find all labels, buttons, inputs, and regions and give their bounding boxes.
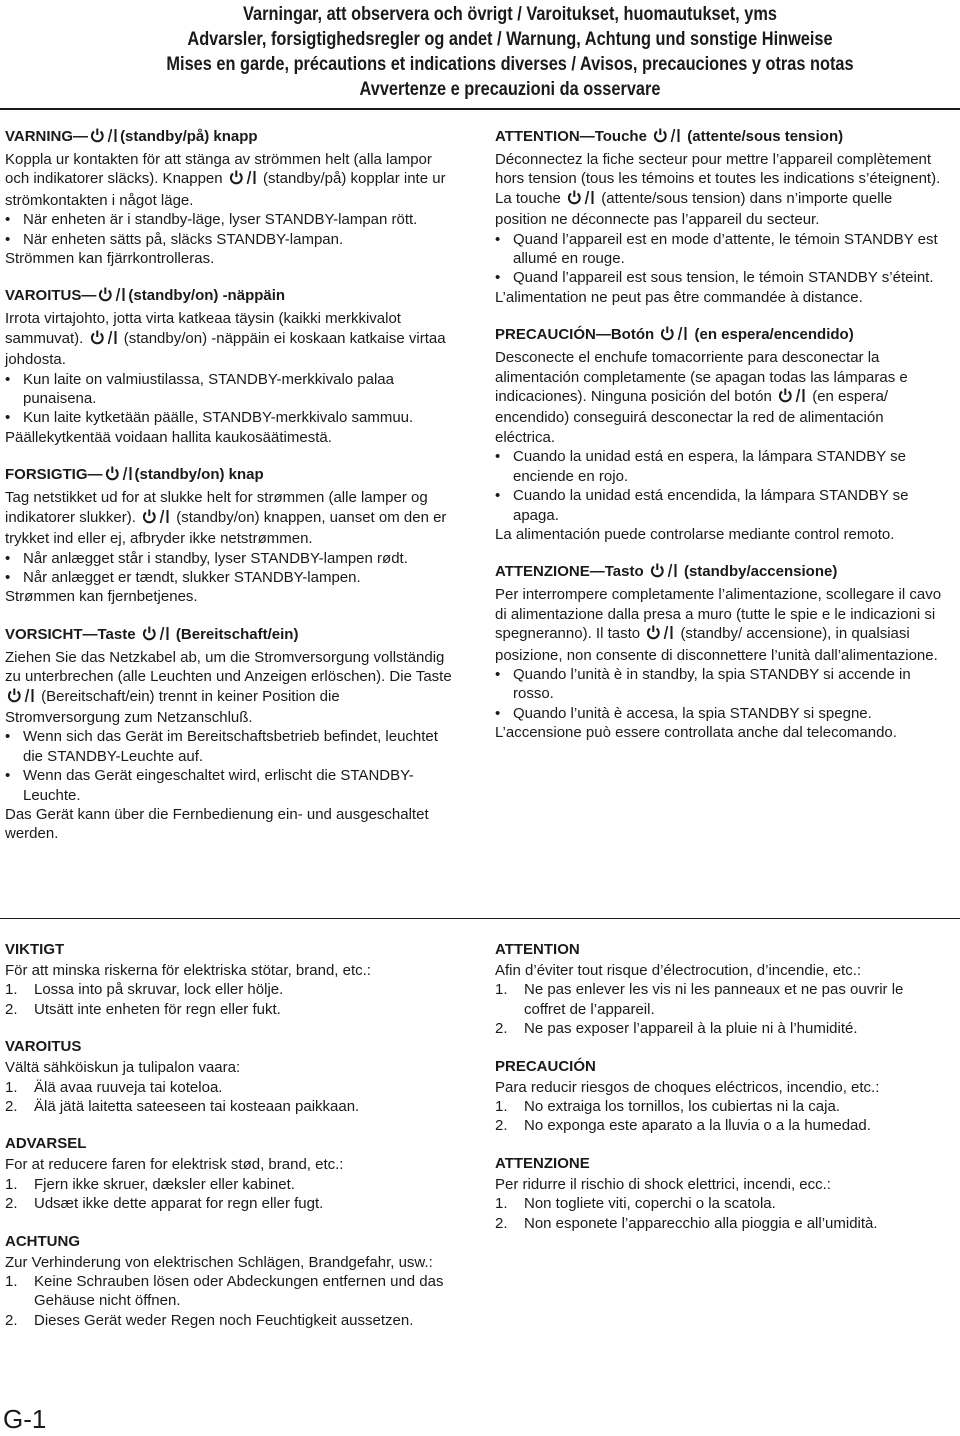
- warning-section-spanish: [495, 325, 947, 544]
- section-paragraph: Tag netstikket ud for at slukke helt for strømmen (alle lamper og indikatorer slukker). (standby/on) knappen, uanset om den er trykket ind eller ej, afbryder ikke netstrømmen.: [5, 489, 447, 548]
- section-heading: FORSIGTIG— (standby/on) knap: [5, 465, 457, 487]
- safety-column-left: [5, 940, 457, 1348]
- section-heading: ACHTUNG: [5, 1232, 80, 1250]
- header-line: Avvertenze e precauzioni da osservare: [359, 79, 661, 100]
- standby-power-icon: [90, 128, 118, 149]
- bullet-item: • Quando l’unità è in standby, la spia STANDBY si accende in rosso.: [495, 665, 947, 704]
- safety-column-right: [495, 940, 947, 1251]
- list-item: 1. Lossa into på skruvar, lock eller hölje.: [5, 981, 284, 999]
- section-intro: Afin d’éviter tout risque d’électrocution, d’incendie, etc.:: [495, 962, 862, 979]
- safety-section-finnish: [5, 1037, 457, 1116]
- standby-power-icon: [90, 330, 118, 350]
- safety-section-french: [495, 940, 947, 1039]
- standby-power-icon: [105, 466, 133, 487]
- section-heading: PRECAUCIÓN—Botón (en espera/encendido): [495, 325, 947, 347]
- safety-section-swedish: [5, 940, 457, 1019]
- section-paragraph: Ziehen Sie das Netzkabel ab, um die Stromversorgung vollständig zu unterbrechen (alle Leuchten und Anzeigen erlöschen). Die Taste (Bereitschaft/ein) trennt in keiner Position die Stromversorgung zum Netzanschluß.: [5, 648, 452, 726]
- numbered-list: [495, 1097, 947, 1136]
- section-intro: För att minska riskerna för elektriska stötar, brand, etc.:: [5, 962, 371, 979]
- bullet-item: • Kun laite kytketään päälle, STANDBY-merkkivalo sammuu.: [5, 408, 457, 427]
- list-item: 1. Ne pas enlever les vis ni les panneaux et ne pas ouvrir le coffret de l’appareil.: [495, 981, 904, 1018]
- standby-power-icon: [660, 326, 688, 347]
- warnings-column-left: [5, 127, 457, 862]
- bullet-item: • Kun laite on valmiustilassa, STANDBY-merkkivalo palaa punaisena.: [5, 370, 457, 409]
- section-paragraph: Déconnectez la fiche secteur pour mettre l’appareil complètement hors tension (tous les témoins et toutes les indications s’éteignent). La touche (attente/sous tension) dans n’importe quelle position ne déconnecte pas l’appareil du secteur.: [495, 151, 941, 229]
- bullet-item: • Når anlægget står i standby, lyser STANDBY-lampen rødt.: [5, 549, 457, 568]
- bullet-list: [495, 447, 947, 525]
- list-item: 1. Fjern ikke skruer, dæksler eller kabinet.: [5, 1175, 295, 1193]
- list-item: 2. Udsæt ikke dette apparat for regn eller fugt.: [5, 1195, 324, 1213]
- safety-section-italian: [495, 1154, 947, 1233]
- standby-power-icon: [567, 190, 595, 210]
- bullet-item: • Når anlægget er tændt, slukker STANDBY-lampen.: [5, 568, 457, 587]
- list-item: 1. No extraiga los tornillos, los cubiertas ni la caja.: [495, 1098, 840, 1116]
- list-item: 2. Utsätt inte enheten för regn eller fukt.: [5, 1000, 281, 1018]
- section-note: Das Gerät kann über die Fernbedienung ein- und ausgeschaltet werden.: [5, 805, 429, 843]
- list-item: 2. No exponga este aparato a la lluvia o a la humedad.: [495, 1117, 871, 1135]
- bullet-list: [495, 665, 947, 723]
- section-note: Strömmen kan fjärrkontrolleras.: [5, 250, 215, 268]
- list-item: 1. Non togliete viti, coperchi o la scatola.: [495, 1195, 776, 1213]
- standby-power-icon: [778, 388, 806, 408]
- section-intro: For at reducere faren for elektrisk stød, brand, etc.:: [5, 1156, 344, 1174]
- section-paragraph: Desconecte el enchufe tomacorriente para desconectar la alimentación completamente (se apagan todas las lámparas e indicaciones). Ninguna posición del botón (en espera/ encendido) conseguirá desconectar la red de alimentación eléctrica.: [495, 349, 908, 446]
- section-heading: VORSICHT—Taste (Bereitschaft/ein): [5, 625, 457, 647]
- section-paragraph: Irrota virtajohto, jotta virta katkeaa täysin (kaikki merkkivalot sammuvat). (standby/on) -näppäin ei koskaan katkaise virtaa johdosta.: [5, 310, 446, 369]
- section-note: L’alimentation ne peut pas être commandée à distance.: [495, 288, 863, 306]
- section-heading: VAROITUS— (standby/on) -näppäin: [5, 286, 457, 308]
- page-header: [0, 2, 960, 102]
- bullet-item: • Wenn das Gerät eingeschaltet wird, erlischt die STANDBY-Leuchte.: [5, 766, 457, 805]
- section-heading: VIKTIGT: [5, 941, 65, 958]
- bullet-list: [5, 549, 457, 588]
- warnings-column-right: [495, 127, 947, 761]
- safety-section-spanish: [495, 1057, 947, 1136]
- section-paragraph: Per interrompere completamente l’alimentazione, scollegare il cavo di alimentazione dalla presa a muro (tutte le spie e le indicazioni si spegneranno). Il tasto (standby/ accensione), in qualsiasi posizione, non consente di disconnettere l’unità dall’alimentazione.: [495, 586, 942, 664]
- section-heading: ATTENTION: [495, 941, 580, 958]
- numbered-list: [5, 1272, 457, 1330]
- numbered-list: [5, 980, 457, 1019]
- section-heading: ATTENTION—Touche (attente/sous tension): [495, 127, 947, 149]
- standby-power-icon: [142, 626, 170, 647]
- page-number: G-1: [3, 1404, 47, 1434]
- warning-section-german: [5, 625, 457, 844]
- bullet-list: [5, 727, 457, 805]
- bullet-item: • Quand l’appareil est en mode d’attente, le témoin STANDBY est allumé en rouge.: [495, 230, 947, 269]
- standby-power-icon: [229, 170, 257, 190]
- section-heading: VARNING— (standby/på) knapp: [5, 127, 457, 149]
- bullet-item: • När enheten sätts på, släcks STANDBY-lampan.: [5, 230, 457, 249]
- numbered-list: [5, 1175, 457, 1214]
- list-item: 2. Dieses Gerät weder Regen noch Feuchtigkeit aussetzen.: [5, 1311, 414, 1329]
- warning-section-swedish: [5, 127, 457, 268]
- section-intro: Para reducir riesgos de choques eléctricos, incendio, etc.:: [495, 1078, 880, 1096]
- bullet-item: • Quand l’appareil est sous tension, le témoin STANDBY s’éteint.: [495, 268, 947, 287]
- warning-section-french: [495, 127, 947, 307]
- bullet-item: • Cuando la unidad está encendida, la lámpara STANDBY se apaga.: [495, 486, 947, 525]
- bullet-item: • När enheten är i standby-läge, lyser STANDBY-lampan rött.: [5, 210, 457, 229]
- header-divider: [0, 108, 960, 110]
- bullet-item: • Cuando la unidad está en espera, la lámpara STANDBY se enciende en rojo.: [495, 447, 947, 486]
- list-item: 2. Älä jätä laitetta sateeseen tai kosteaan paikkaan.: [5, 1098, 360, 1116]
- standby-power-icon: [7, 688, 35, 708]
- bullet-list: [5, 370, 457, 428]
- header-line: Advarsler, forsigtighedsregler og andet / Warnung, Achtung und sonstige Hinweise: [187, 29, 833, 50]
- section-paragraph: Koppla ur kontakten för att stänga av strömmen helt (alla lampor och indikatorer släcks). Knappen (standby/på) kopplar inte ur strömkontakten i något läge.: [5, 151, 446, 209]
- numbered-list: [5, 1078, 457, 1117]
- warning-section-danish: [5, 465, 457, 606]
- section-note: La alimentación puede controlarse mediante control remoto.: [495, 525, 895, 543]
- section-heading: PRECAUCIÓN: [495, 1057, 596, 1075]
- list-item: 2. Non esponete l’apparecchio alla pioggia e all’umidità.: [495, 1214, 878, 1232]
- warning-section-finnish: [5, 286, 457, 447]
- list-item: 1. Keine Schrauben lösen oder Abdeckungen entfernen und das Gehäuse nicht öffnen.: [5, 1273, 444, 1310]
- numbered-list: [495, 1194, 947, 1233]
- bullet-list: [5, 210, 457, 249]
- standby-power-icon: [653, 128, 681, 149]
- section-heading: VAROITUS: [5, 1038, 82, 1056]
- list-item: 1. Älä avaa ruuveja tai koteloa.: [5, 1078, 223, 1096]
- standby-power-icon: [142, 509, 170, 529]
- section-intro: Vältä sähköiskun ja tulipalon vaara:: [5, 1059, 241, 1077]
- header-line: Varningar, att observera och övrigt / Varoitukset, huomautukset, yms: [243, 4, 777, 25]
- section-note: L’accensione può essere controllata anche dal telecomando.: [495, 724, 897, 742]
- list-item: 2. Ne pas exposer l’appareil à la pluie ni à l’humidité.: [495, 1020, 858, 1038]
- safety-section-danish: [5, 1134, 457, 1213]
- section-heading: ADVARSEL: [5, 1135, 87, 1153]
- numbered-list: [495, 980, 947, 1038]
- section-intro: Per ridurre il rischio di shock elettrici, incendi, ecc.:: [495, 1175, 831, 1193]
- bullet-list: [495, 230, 947, 288]
- warning-section-italian: [495, 562, 947, 742]
- section-heading: ATTENZIONE—Tasto (standby/accensione): [495, 562, 947, 584]
- bullet-item: • Wenn sich das Gerät im Bereitschaftsbetrieb befindet, leuchtet die STANDBY-Leuchte auf.: [5, 727, 457, 766]
- section-intro: Zur Verhinderung von elektrischen Schlägen, Brandgefahr, usw.:: [5, 1253, 433, 1271]
- section-divider: [0, 918, 960, 919]
- standby-power-icon: [650, 563, 678, 584]
- section-heading: ATTENZIONE: [495, 1154, 590, 1172]
- standby-power-icon: [646, 625, 674, 645]
- bullet-item: • Quando l’unità è accesa, la spia STANDBY si spegne.: [495, 704, 947, 723]
- standby-power-icon: [98, 287, 126, 308]
- section-note: Strømmen kan fjernbetjenes.: [5, 588, 198, 606]
- header-line: Mises en garde, précautions et indications diverses / Avisos, precauciones y otras notas: [166, 54, 854, 75]
- safety-section-german: [5, 1232, 457, 1331]
- section-note: Päällekytkentää voidaan hallita kaukosäätimestä.: [5, 428, 332, 446]
